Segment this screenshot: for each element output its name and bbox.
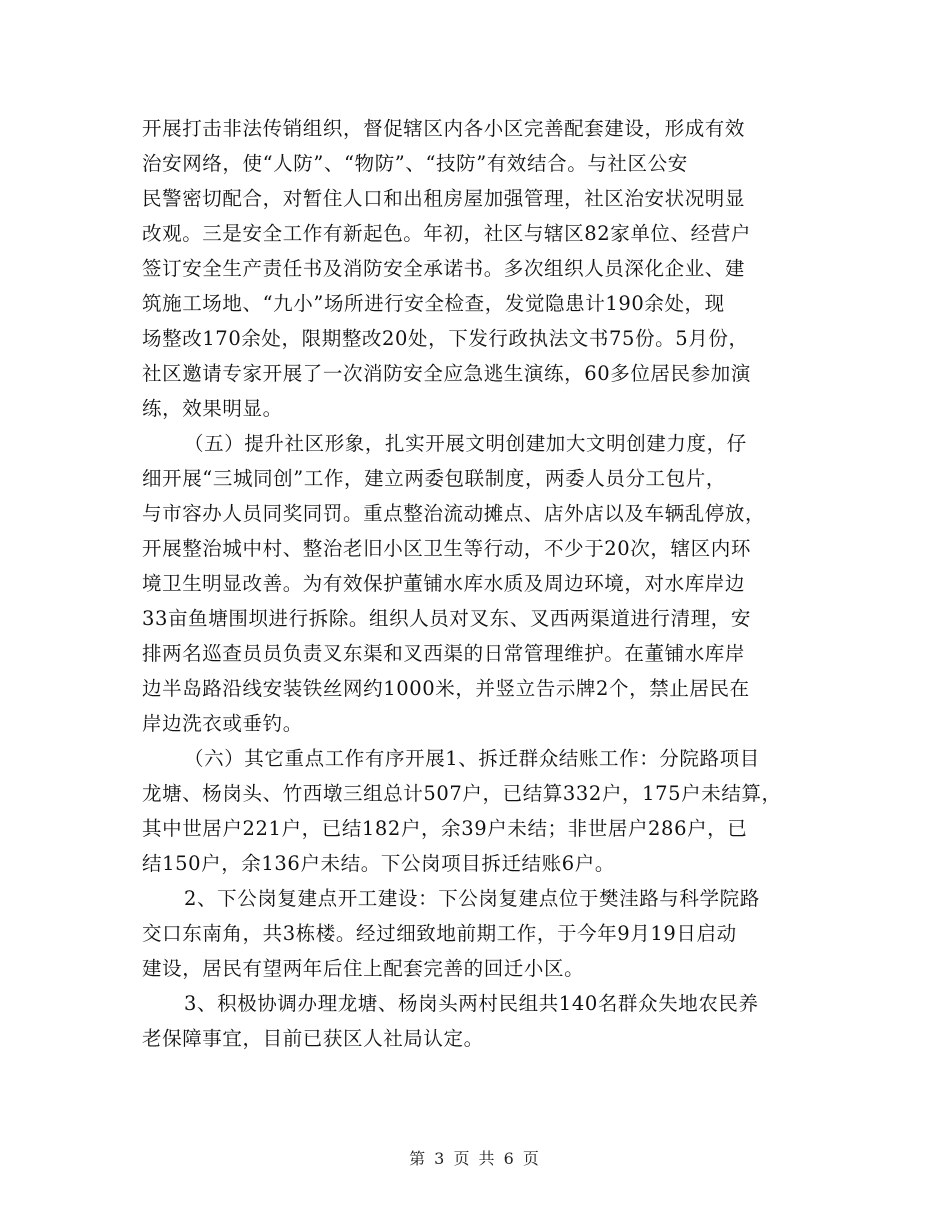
- section-6-heading-line: （六）其它重点工作有序开展1、拆迁群众结账工作：分院路项目: [184, 747, 760, 770]
- text-line: 其中世居户221户，已结182户，余39户未结；非世居户286户，已: [142, 817, 748, 840]
- text-line: 改观。三是安全工作有新起色。年初，社区与辖区82家单位、经营户: [142, 222, 751, 245]
- text-line: 境卫生明显改善。为有效保护董铺水库水质及周边环境，对水库岸边: [142, 572, 746, 595]
- text-line: 开展整治城中村、整治老旧小区卫生等行动，不少于20次，辖区内环: [142, 537, 751, 560]
- text-line: 岸边洗衣或垂钓。: [142, 712, 303, 735]
- item-3-line: 3、积极协调办理龙塘、杨岗头两村民组共140名群众失地农民养: [184, 992, 759, 1015]
- text-line: 33亩鱼塘围坝进行拆除。组织人员对叉东、叉西两渠道进行清理，安: [142, 607, 751, 630]
- text-line: 建设，居民有望两年后住上配套完善的回迁小区。: [142, 957, 585, 980]
- text-line: 龙塘、杨岗头、竹西墩三组总计507户，已结算332户，175户未结算，: [142, 782, 782, 805]
- document-body: [142, 111, 822, 1056]
- text-line: 开展打击非法传销组织，督促辖区内各小区完善配套建设，形成有效: [142, 117, 746, 140]
- text-line: 细开展“三城同创”工作，建立两委包联制度，两委人员分工包片，: [142, 467, 726, 490]
- text-line: 交口东南角，共3栋楼。经过细致地前期工作，于今年9月19日启动: [142, 922, 737, 945]
- text-line: 民警密切配合，对暂住人口和出租房屋加强管理，社区治安状况明显: [142, 187, 746, 210]
- text-line: 治安网络，使“人防”、“物防”、“技防”有效结合。与社区公安: [142, 152, 688, 175]
- text-line: 练，效果明显。: [142, 397, 283, 420]
- text-line: 场整改170余处，限期整改20处，下发行政执法文书75份。5月份，: [142, 327, 749, 350]
- section-5-heading-line: （五）提升社区形象，扎实开展文明创建加大文明创建力度，仔: [184, 432, 747, 455]
- text-line: 结150户，余136户未结。下公岗项目拆迁结账6户。: [142, 852, 615, 875]
- text-line: 社区邀请专家开展了一次消防安全应急逃生演练，60多位居民参加演: [142, 362, 751, 385]
- text-line: 筑施工场地、“九小”场所进行安全检查，发觉隐患计190余处，现: [142, 292, 725, 315]
- text-line: 老保障事宜，目前已获区人社局认定。: [142, 1027, 484, 1050]
- text-line: 签订安全生产责任书及消防安全承诺书。多次组织人员深化企业、建: [142, 257, 746, 280]
- text-line: 排两名巡查员员负责叉东渠和叉西渠的日常管理维护。在董铺水库岸: [142, 642, 746, 665]
- item-2-line: 2、下公岗复建点开工建设：下公岗复建点位于樊洼路与科学院路: [184, 887, 760, 910]
- text-line: 边半岛路沿线安装铁丝网约1000米，并竖立告示牌2个，禁止居民在: [142, 677, 750, 700]
- page-footer: 第 3 页 共 6 页: [409, 1149, 541, 1168]
- text-line: 与市容办人员同奖同罚。重点整治流动摊点、店外店以及车辆乱停放，: [142, 502, 766, 525]
